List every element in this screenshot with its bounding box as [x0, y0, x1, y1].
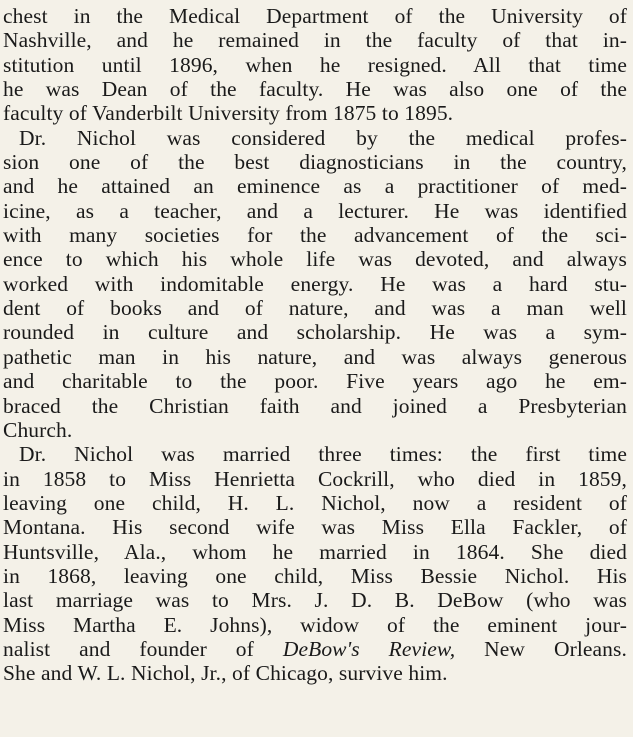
text-line: icine, as a teacher, and a lecturer. He was identified	[3, 198, 627, 223]
text-segment: nalist and founder of	[3, 636, 254, 661]
text-line: Montana. His second wife was Miss Ella Fackler, of	[3, 515, 627, 540]
text-line: dent of books and of nature, and was a man well	[3, 296, 627, 321]
text-line: Church.	[3, 417, 73, 442]
text-line: worked with indomitable energy. He was a hard stu-	[3, 271, 627, 296]
text-line: pathetic man in his nature, and was always generous	[3, 344, 627, 369]
text-line: in 1858 to Miss Henrietta Cockrill, who died in 1859,	[3, 466, 627, 491]
text-line: Dr. Nichol was considered by the medical profes-	[19, 125, 627, 150]
text-line: leaving one child, H. L. Nichol, now a resident of	[3, 490, 627, 515]
text-line: chest in the Medical Department of the University of	[3, 4, 627, 28]
publication-title: DeBow's Review,	[282, 636, 456, 661]
text-line: Nashville, and he remained in the faculty of that in-	[3, 28, 627, 53]
text-line-with-title	[3, 637, 627, 661]
text-line: faculty of Vanderbilt University from 1875 to 1895.	[3, 101, 454, 126]
text-line: stitution until 1896, when he resigned. All that time	[3, 52, 627, 77]
paragraph-1	[3, 4, 627, 126]
text-line: braced the Christian faith and joined a Presbyterian	[3, 393, 627, 418]
text-line: with many societies for the advancement of the sci-	[3, 223, 627, 248]
text-line: he was Dean of the faculty. He was also one of the	[3, 77, 627, 102]
text-line: sion one of the best diagnosticians in the country,	[3, 150, 627, 175]
text-line: in 1868, leaving one child, Miss Bessie Nichol. His	[3, 563, 627, 588]
paragraph-2	[3, 126, 627, 442]
text-line: Miss Martha E. Johns), widow of the eminent jour-	[3, 612, 627, 637]
text-segment: New Orleans.	[484, 636, 627, 661]
text-line: She and W. L. Nichol, Jr., of Chicago, survive him.	[3, 661, 448, 686]
text-line: rounded in culture and scholarship. He was a sym-	[3, 320, 627, 345]
text-line: Huntsville, Ala., whom he married in 1864. She died	[3, 539, 627, 564]
text-line: and charitable to the poor. Five years ago he em-	[3, 369, 627, 394]
paragraph-3	[3, 442, 627, 685]
text-line: and he attained an eminence as a practitioner of med-	[3, 174, 627, 199]
text-line: Dr. Nichol was married three times: the first time	[19, 442, 627, 467]
text-line: ence to which his whole life was devoted, and always	[3, 247, 627, 272]
text-line: last marriage was to Mrs. J. D. B. DeBow (who was	[3, 588, 627, 613]
